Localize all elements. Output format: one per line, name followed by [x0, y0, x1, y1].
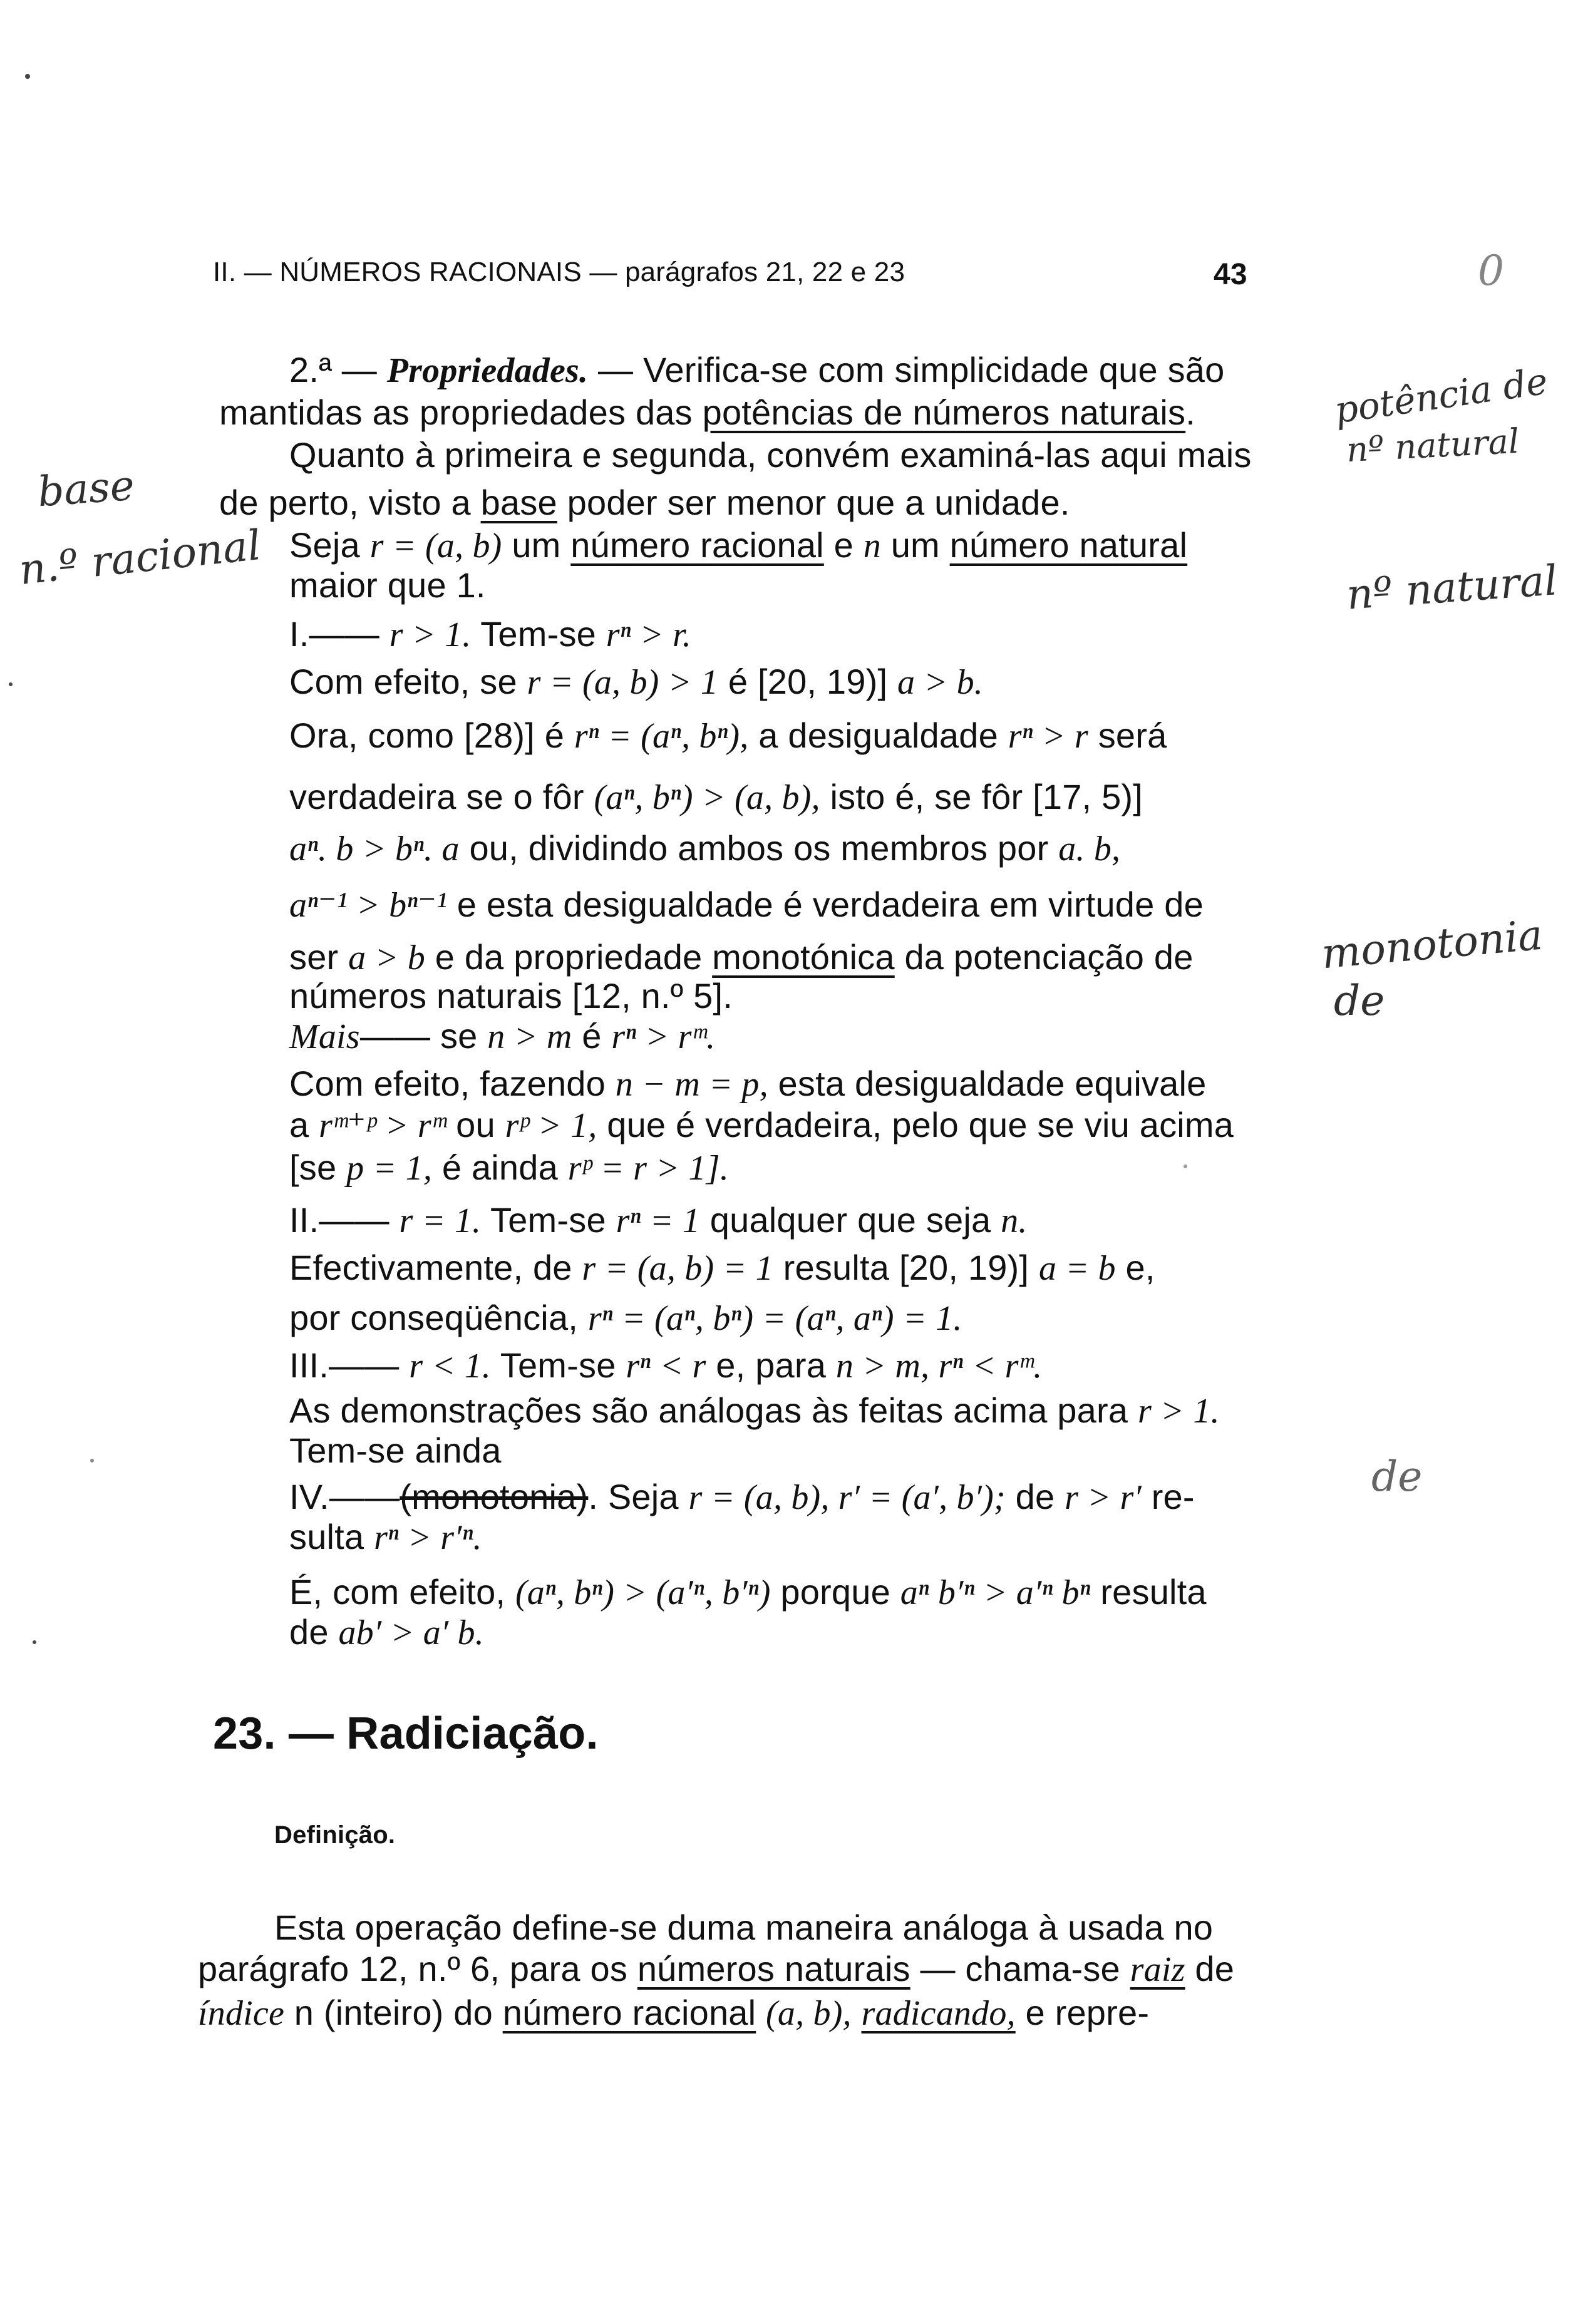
case4-line-1: sulta rⁿ > r′ⁿ. [289, 1517, 482, 1557]
section-23-line-1: Esta operação define-se duma maneira análoga à usada no [274, 1908, 1214, 1947]
section-23-subtitle: Definição. [274, 1821, 396, 1849]
props-line-4: de perto, visto a base poder ser menor que a unidade. [219, 483, 1070, 522]
case1-line-11: [se p = 1, é ainda rᵖ = r > 1]. [289, 1148, 729, 1188]
struck-monotonia: (monotonia) [400, 1477, 589, 1516]
props-line-3: Quanto à primeira e segunda, convém examiná-las aqui mais [289, 435, 1252, 475]
case1-head: I.—— r > 1. Tem-se rⁿ > r. [289, 614, 692, 654]
case3-line-2: Tem-se ainda [289, 1431, 502, 1470]
scan-speck [33, 1640, 36, 1644]
margin-note-left-2: n.º racional [17, 520, 264, 595]
case1-line-1: Com efeito, se r = (a, b) > 1 é [20, 19)] a > b. [289, 662, 983, 702]
scan-speck [9, 682, 13, 686]
props-line-6: maior que 1. [289, 565, 486, 605]
case1-line-10: a rᵐ⁺ᵖ > rᵐ ou rᵖ > 1, que é verdadeira, pelo que se viu acima [289, 1105, 1234, 1145]
props-title: Propriedades. [386, 351, 589, 390]
case3-line-1: As demonstrações são análogas às feitas acima para r > 1. [289, 1391, 1220, 1431]
margin-note-right-6: de [1371, 1452, 1423, 1501]
case2-line-2: por conseqüência, rⁿ = (aⁿ, bⁿ) = (aⁿ, aⁿ) = 1. [289, 1298, 962, 1338]
margin-note-right-4: monotonia [1319, 910, 1545, 979]
props-line-1: 2.ª — Propriedades. — Verifica-se com simplicidade que são [289, 350, 1225, 390]
section-23-title: 23. — Radiciação. [213, 1709, 599, 1759]
case1-line-9: Com efeito, fazendo n − m = p, esta desigualdade equivale [289, 1064, 1207, 1104]
props-line-2: mantidas as propriedades das potências de números naturais. [219, 393, 1195, 432]
props-line-5: Seja r = (a, b) um número racional e n um número natural [289, 525, 1188, 565]
section-23-line-2: parágrafo 12, n.º 6, para os números naturais — chama-se raiz de [198, 1949, 1235, 1989]
section-23-line-3: índice n (inteiro) do número racional (a, b), radicando, e repre- [198, 1993, 1150, 2033]
scan-speck [90, 1459, 94, 1463]
margin-note-right-2: nº natural [1345, 421, 1520, 470]
margin-note-right-5: de [1334, 977, 1385, 1025]
case2-line-1: Efectivamente, de r = (a, b) = 1 resulta [20, 19)] a = b e, [289, 1248, 1155, 1288]
case4-head: IV.——(monotonia). Seja r = (a, b), r′ = (a′, b′); de r > r′ re- [289, 1477, 1195, 1517]
case1-line-4: aⁿ. b > bⁿ. a ou, dividindo ambos os membros por a. b, [289, 828, 1121, 868]
case3-head: III.—— r < 1. Tem-se rⁿ < r e, para n > m, rⁿ < rᵐ. [289, 1345, 1043, 1386]
case4-line-2: É, com efeito, (aⁿ, bⁿ) > (a′ⁿ, b′ⁿ) porque aⁿ b′ⁿ > a′ⁿ bⁿ resulta [289, 1572, 1207, 1612]
case1-line-2: Ora, como [28)] é rⁿ = (aⁿ, bⁿ), a desigualdade rⁿ > r será [289, 716, 1167, 756]
case1-line-8: Mais—— se n > m é rⁿ > rᵐ. [289, 1016, 716, 1056]
margin-note-left-1: base [36, 461, 137, 517]
scan-speck [25, 74, 30, 79]
case1-line-6: ser a > b e da propriedade monotónica da potenciação de [289, 937, 1194, 977]
case2-head: II.—— r = 1. Tem-se rⁿ = 1 qualquer que seja n. [289, 1200, 1028, 1240]
margin-note-right-mark: 0 [1478, 247, 1504, 295]
case4-line-3: de ab′ > a′ b. [289, 1612, 484, 1652]
page-number: 43 [1214, 258, 1247, 291]
case1-line-7: números naturais [12, n.º 5]. [289, 976, 733, 1015]
case1-line-3: verdadeira se o fôr (aⁿ, bⁿ) > (a, b), isto é, se fôr [17, 5)] [289, 777, 1143, 817]
margin-note-right-3: nº natural [1344, 556, 1559, 619]
margin-note-right-1: potência de [1331, 359, 1550, 432]
case1-line-5: aⁿ⁻¹ > bⁿ⁻¹ e esta desigualdade é verdadeira em virtude de [289, 885, 1204, 925]
scan-speck [1184, 1165, 1187, 1168]
running-header: II. — NÚMEROS RACIONAIS — parágrafos 21, 22 e 23 [213, 257, 905, 287]
